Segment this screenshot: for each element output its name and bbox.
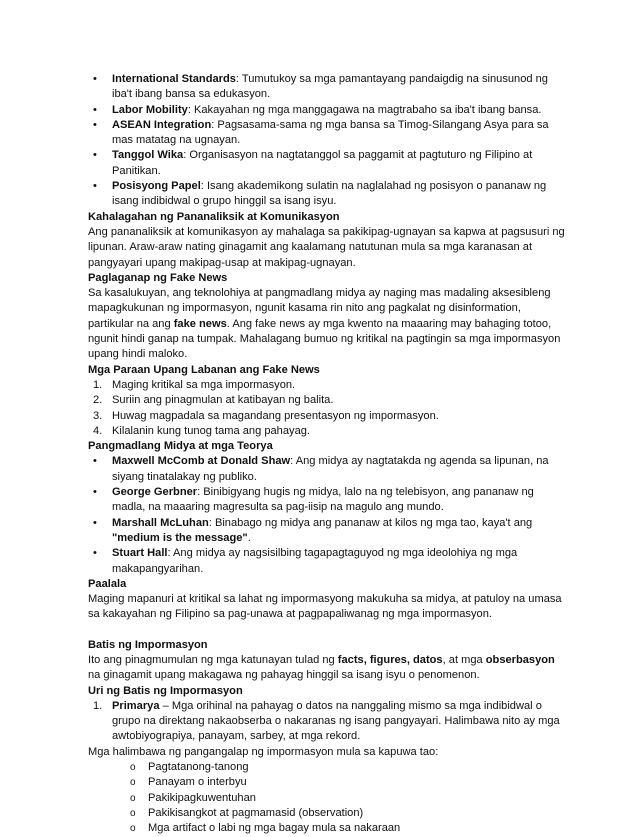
list-item: • Marshall McLuhan: Binabago ng midya ang pananaw at kilos ng mga tao, kaya't ang "medium is the message". (93, 516, 533, 544)
circle-bullet-icon: o (130, 762, 136, 774)
paragraph: Ito ang pinagmumulan ng mga katunayan tulad ng facts, figures, datos, at mga obserbasyon na ginagamit upang makagawa ng pahayag hinggil sa isang isyu o penomenon. (88, 653, 555, 682)
bullet-icon: • (93, 455, 97, 468)
list-item: o Mga artifact o labi ng mga bagay mula sa nakaraan (88, 821, 568, 836)
list-item: • Labor Mobility: Kakayahan ng mga manggagawa na magtrabaho sa iba't ibang bansa. (88, 103, 568, 118)
list-item: • International Standards: Tumutukoy sa mga pamantayang pandaigdig na sinusunod ng iba't ibang bansa sa edukasyon. (93, 73, 548, 101)
list-item: • Maxwell McComb at Donald Shaw: Ang midya ay nagtatakda ng agenda sa lipunan, na siyang tinatalakay ng publiko. (93, 455, 549, 483)
bullet-icon: • (93, 103, 97, 116)
section-heading: Paglaganap ng Fake News (88, 271, 228, 284)
numbered-list (88, 378, 568, 439)
bullet-icon: • (93, 149, 97, 162)
bullet-icon: • (93, 516, 97, 529)
bullet-icon: • (93, 73, 97, 85)
section-heading: Uri ng Batis ng Impormasyon (88, 684, 243, 697)
intro-bullet-list (88, 72, 568, 210)
list-item: 1. Primarya – Mga orihinal na pahayag o datos na nanggaling mismo sa mga indibidwal o grupo na direktang nakaobserba o nakaranas ng isang pangyayari. Halimbawa nito ay mga awtobiyograpiya, panayam, sarbey, at mga rekord. (93, 699, 560, 743)
bullet-icon: • (93, 118, 97, 131)
list-item: • Stuart Hall: Ang midya ay nagsisilbing tagapagtaguyod ng mga ideolohiya ng mga makapangyarihan. (93, 547, 518, 575)
section-heading: Paalala (88, 577, 127, 590)
bullet-icon: • (93, 486, 97, 499)
document-page (88, 72, 568, 837)
list-item: 3. Huwag magpadala sa magandang presentasyon ng impormasyon. (93, 409, 439, 422)
examples-list (88, 760, 568, 836)
spacer (88, 623, 568, 638)
paragraph: Ang pananaliksik at komunikasyon ay mahalaga sa pakikipag-ugnayan sa kapwa at pagsusuri ng lipunan. Araw-araw nating ginagamit ang kaalamang natutunan mula sa mga karanasan at pangyayari upang makipag-usap at makipag-ugnayan. (88, 225, 565, 269)
list-item: 2. Suriin ang pinagmulan at katibayan ng balita. (93, 394, 334, 407)
list-item: 1. Maging kritikal sa mga impormasyon. (93, 378, 296, 391)
bullet-icon: • (93, 547, 97, 560)
list-item: o Pakikipagkuwentuhan (88, 791, 568, 806)
list-item: 4. Kilalanin kung tunog tama ang pahayag. (93, 424, 310, 437)
section-heading: Batis ng Impormasyon (88, 638, 208, 651)
list-item: o Pagtatanong-tanong (88, 760, 568, 775)
section-heading: Pangmadlang Midya at mga Teorya (88, 440, 273, 453)
paragraph: Sa kasalukuyan, ang teknolohiya at pangmadlang midya ay naging mas madaling aksesibleng mapagkukunan ng impormasyon, ngunit kasama rin nito ang pagkalat ng disinformation, partikular na ang fake news. Ang fake news ay mga kwento na maaaring may bahaging totoo, ngunit hindi ganap na tumpak. Mahalagang bumuo ng kritikal na pagtingin sa mga impormasyon upang hindi maloko. (88, 287, 561, 361)
bullet-icon: • (93, 180, 97, 193)
list-item: o Panayam o interbyu (88, 775, 568, 790)
paragraph: Mga halimbawa ng pangangalap ng impormasyon mula sa kapuwa tao: (88, 745, 439, 758)
circle-bullet-icon: o (130, 807, 136, 819)
circle-bullet-icon: o (130, 823, 136, 835)
list-item: o Pakikisangkot at pagmamasid (observation) (88, 806, 568, 821)
circle-bullet-icon: o (130, 777, 136, 789)
paragraph: Maging mapanuri at kritikal sa lahat ng impormasyong makukuha sa midya, at patuloy na umasa sa kakayahan ng Filipino sa pag-unawa at pagpapaliwanag ng mga impormasyon. (88, 593, 562, 621)
theory-bullet-list (88, 454, 568, 576)
list-item: • Posisyong Papel: Isang akademikong sulatin na naglalahad ng posisyon o pananaw ng isang indibidwal o grupo hinggil sa isang isyu. (93, 180, 547, 208)
section-heading: Kahalagahan ng Pananaliksik at Komunikasyon (88, 210, 340, 223)
list-item: • George Gerbner: Binibigyang hugis ng midya, lalo na ng telebisyon, ang pananaw ng madla, na maaaring magresulta sa pag-iisip na magulo ang mundo. (93, 486, 534, 514)
section-heading: Mga Paraan Upang Labanan ang Fake News (88, 363, 320, 376)
list-item: • ASEAN Integration: Pagsasama-sama ng mga bansa sa Timog-Silangang Asya para sa mas matatag na ugnayan. (93, 118, 549, 147)
numbered-list (88, 699, 568, 745)
circle-bullet-icon: o (130, 792, 136, 804)
list-item: • Tanggol Wika: Organisasyon na nagtatanggol sa paggamit at pagtuturo ng Filipino at Panitikan. (93, 149, 533, 177)
